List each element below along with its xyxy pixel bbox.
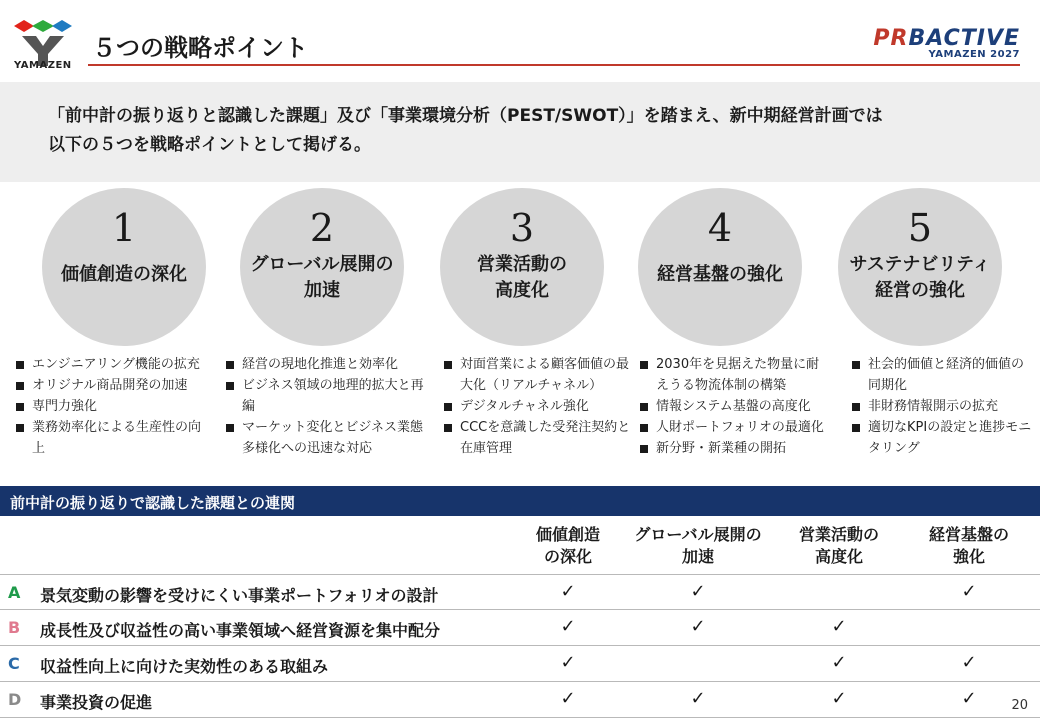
list-item: デジタルチャネル強化 — [442, 396, 632, 417]
column-header-2: グローバル展開の 加速 — [634, 525, 762, 566]
strategy-name: 営業活動の 高度化 — [477, 254, 567, 301]
list-item: エンジニアリング機能の拡充 — [14, 354, 204, 375]
check-mark-icon: ✓ — [560, 581, 576, 602]
intro-line-1: 「前中計の振り返りと認識した課題」及び「事業環境分析（PEST/SWOT）」を踏まえ、新中期経営計画では — [48, 106, 883, 126]
strategy-name: 価値創造の深化 — [61, 264, 187, 285]
list-item: オリジナル商品開発の加速 — [14, 375, 204, 396]
list-item: ビジネス領域の地理的拡大と再編 — [224, 375, 424, 417]
title-divider — [88, 64, 1020, 66]
list-item: 対面営業による顧客価値の最大化（リアルチャネル） — [442, 354, 632, 396]
brand-main: PRBACTIVE — [873, 26, 1020, 51]
list-item: 情報システム基盤の高度化 — [638, 396, 830, 417]
check-mark-icon: ✓ — [690, 616, 706, 637]
strategy-number: 1 — [111, 206, 137, 250]
strategy-number: 4 — [707, 206, 733, 250]
strategy-name: グローバル展開の 加速 — [250, 254, 394, 301]
list-item: CCCを意識した受発注契約と在庫管理 — [442, 417, 632, 459]
logo-text: YAMAZEN — [14, 60, 72, 71]
row-letter: B — [8, 618, 21, 637]
list-item: 人財ポートフォリオの最適化 — [638, 417, 830, 438]
section-title: 前中計の振り返りで認識した課題との連関 — [10, 494, 296, 512]
brand-mark — [873, 26, 1020, 60]
strategy-name: 経営基盤の強化 — [657, 264, 783, 285]
column-header-3: 営業活動の 高度化 — [798, 525, 879, 566]
strategy-name: サステナビリティ 経営の強化 — [849, 254, 991, 301]
column-header-1: 価値創造 の深化 — [535, 525, 600, 566]
intro-text — [48, 102, 1008, 160]
row-label: 収益性向上に向けた実効性のある取組み — [40, 657, 329, 676]
check-mark-icon: ✓ — [831, 652, 847, 673]
row-label: 景気変動の影響を受けにくい事業ポートフォリオの設計 — [40, 586, 439, 605]
strategy-circle-5 — [838, 188, 1002, 346]
row-letter: D — [8, 690, 22, 709]
brand-sub: YAMAZEN 2027 — [928, 49, 1020, 60]
table-row — [0, 574, 1040, 610]
check-mark-icon: ✓ — [560, 616, 576, 637]
strategy-circle-4 — [638, 188, 802, 346]
table-row — [0, 682, 1040, 718]
table-row — [0, 646, 1040, 682]
check-mark-icon: ✓ — [961, 652, 977, 673]
list-item: 新分野・新業種の開拓 — [638, 438, 830, 459]
row-letter: A — [8, 583, 21, 602]
strategy-bullets-5 — [850, 354, 1036, 459]
check-mark-icon: ✓ — [831, 688, 847, 709]
page-number: 20 — [1011, 698, 1028, 713]
strategy-bullets-1 — [14, 354, 204, 459]
list-item: 社会的価値と経済的価値の同期化 — [850, 354, 1036, 396]
strategy-circle-2 — [240, 188, 404, 346]
slide-header — [0, 0, 1040, 78]
list-item: 非財務情報開示の拡充 — [850, 396, 1036, 417]
strategy-bullets-4 — [638, 354, 830, 459]
list-item: 2030年を見据えた物量に耐えうる物流体制の構築 — [638, 354, 830, 396]
intro-line-2: 以下の５つを戦略ポイントとして掲げる。 — [48, 135, 371, 155]
row-letter: C — [8, 654, 20, 673]
list-item: 適切なKPIの設定と進捗モニタリング — [850, 417, 1036, 459]
column-header-4: 経営基盤の 強化 — [928, 525, 1009, 566]
strategy-bullets-3 — [442, 354, 632, 459]
strategy-number: 2 — [309, 206, 335, 250]
strategy-circle-3 — [440, 188, 604, 346]
check-mark-icon: ✓ — [560, 688, 576, 709]
table-row — [0, 610, 1040, 646]
check-mark-icon: ✓ — [831, 616, 847, 637]
check-mark-icon: ✓ — [690, 581, 706, 602]
list-item: 経営の現地化推進と効率化 — [224, 354, 424, 375]
strategy-bullets-2 — [224, 354, 424, 459]
list-item: 専門力強化 — [14, 396, 204, 417]
strategy-circle-1 — [42, 188, 206, 346]
intro-band — [0, 82, 1040, 182]
check-mark-icon: ✓ — [690, 688, 706, 709]
strategy-number: 5 — [907, 206, 933, 250]
list-item: 業務効率化による生産性の向上 — [14, 417, 204, 459]
row-label: 事業投資の促進 — [40, 693, 153, 712]
page-title: ５つの戦略ポイント — [92, 34, 308, 62]
check-mark-icon: ✓ — [961, 688, 977, 709]
check-mark-icon: ✓ — [560, 652, 576, 673]
check-mark-icon: ✓ — [961, 581, 977, 602]
row-label: 成長性及び収益性の高い事業領域へ経営資源を集中配分 — [40, 621, 441, 640]
list-item: マーケット変化とビジネス業態多様化への迅速な対応 — [224, 417, 424, 459]
section-bar — [0, 486, 1040, 516]
strategy-number: 3 — [509, 206, 535, 250]
